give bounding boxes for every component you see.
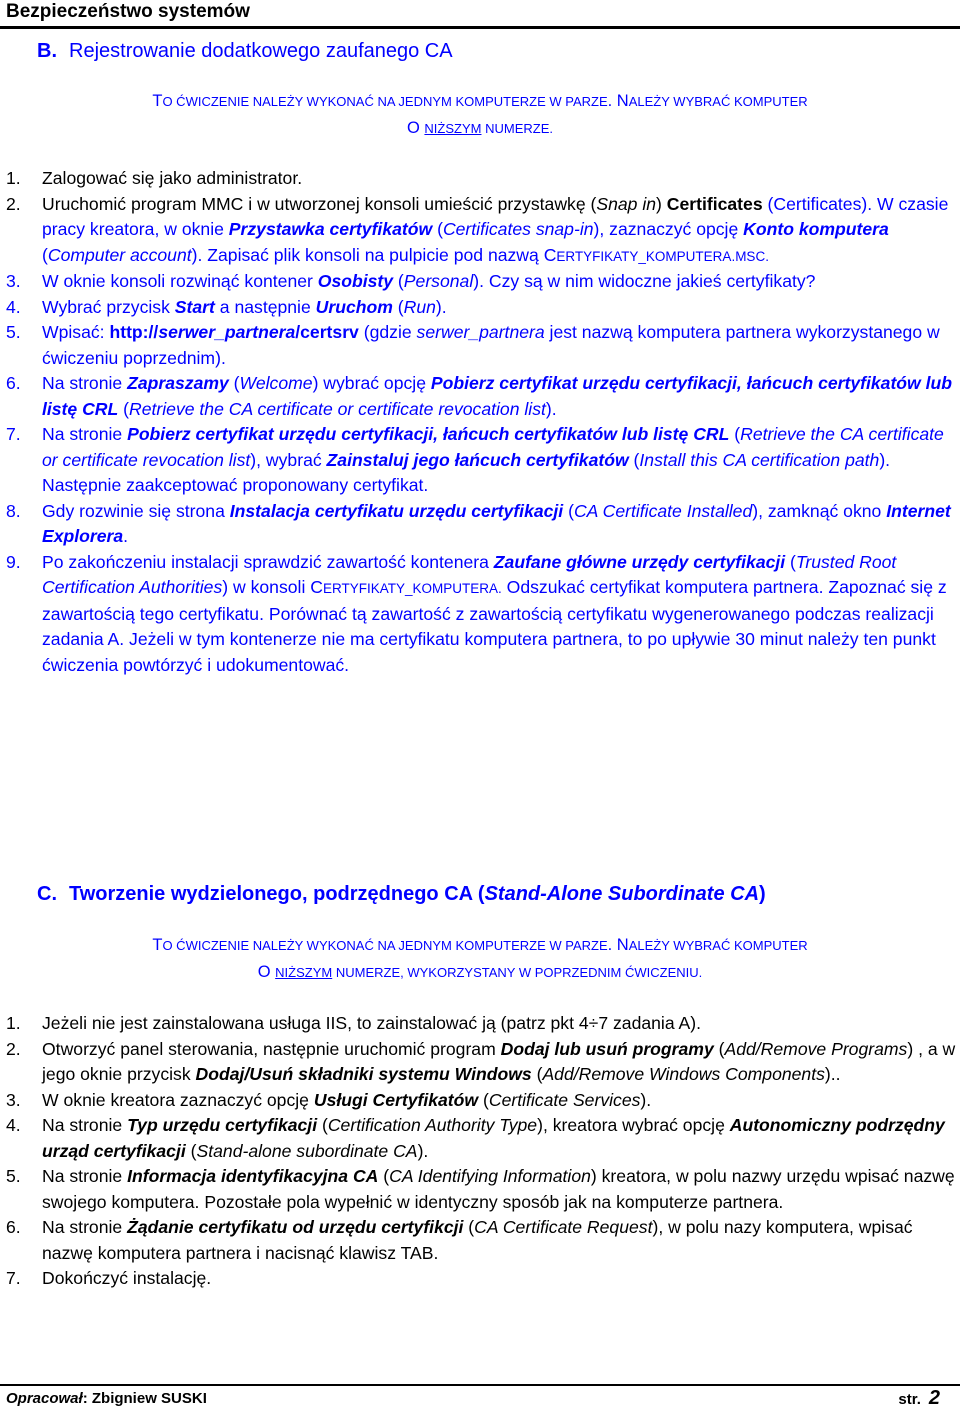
list-item: 5. Na stronie Informacja identyfikacyjna CA (CA Identifying Information) kreatora, w polu nazwy urzędu wpisać nazwę swojego komputera. Pozostałe pola wypełnić w identyczny sposób jak na komputerze partnera. [6, 1166, 955, 1212]
list-item: 7. Na stronie Pobierz certyfikat urzędu certyfikacji, łańcuch certyfikatów lub listę CRL (Retrieve the CA certificate or certificate revocation list), wybrać Zainstaluj jego łańcuch certyfikatów (Install this CA certification path). Następnie zaakceptować proponowany certyfikat. [6, 424, 944, 495]
section-b-heading [37, 38, 453, 64]
list-item: 5. Wpisać: http://serwer_partnera/certsrv (gdzie serwer_partnera jest nazwą komputera partnera wykorzystanego w ćwiczeniu poprzednim). [6, 322, 940, 368]
list-item: 3. W oknie kreatora zaznaczyć opcję Usługi Certyfikatów (Certificate Services). [6, 1089, 652, 1110]
list-item: 2. Otworzyć panel sterowania, następnie uruchomić program Dodaj lub usuń programy (Add/Remove Programs) , a w jego oknie przycisk Dodaj/Usuń składniki systemu Windows (Add/Remove Windows Components).. [6, 1038, 956, 1084]
list-item: 7. Dokończyć instalację. [6, 1268, 212, 1288]
underlined-word: NIŻSZYM [424, 121, 482, 136]
list-item: 8. Gdy rozwinie się strona Instalacja certyfikatu urzędu certyfikacji (CA Certificate Installed), zamknąć okno Internet Explorera. [6, 500, 951, 546]
list-item: 4. Na stronie Typ urzędu certyfikacji (Certification Authority Type), kreatora wybrać opcję Autonomiczny podrzędny urząd certyfikacji (Stand-alone subordinate CA). [6, 1115, 945, 1161]
page-number: 2 [928, 1387, 940, 1409]
header-rule [0, 26, 960, 29]
list-item: 4. Wybrać przycisk Start a następnie Uruchom (Run). [6, 296, 447, 317]
list-item: 3. W oknie konsoli rozwinąć kontener Osobisty (Personal). Czy są w nim widoczne jakieś certyfikaty? [6, 271, 816, 291]
section-c-heading [37, 881, 766, 907]
page-header-title: Bezpieczeństwo systemów [6, 1, 250, 22]
list-item: 9. Po zakończeniu instalacji sprawdzić zawartość kontenera Zaufane główne urzędy certyfikacji (Trusted Root Certification Authorities) w konsoli CERTYFIKATY_KOMPUTERA. Odszukać certyfikat komputera partnera. Zapoznać się z zawartością tego certyfikatu. Porównać tą zawartość z zawartością certyfikatu wygenerowanego podczas realizacji zadania A. Jeżeli w tym kontenerze nie ma certyfikatu komputera partnera, to po upływie 30 minut należy ten punkt ćwiczenia powtórzyć i udokumentować. [6, 551, 947, 675]
footer-page: str. 2 [898, 1387, 940, 1409]
section-b-note: TO ĆWICZENIE NALEŻY WYKONAĆ NA JEDNYM KOMPUTERZE W PARZE. NALEŻY WYBRAĆ KOMPUTER O NIŻSZYM NUMERZE. [152, 92, 808, 137]
section-b-steps [6, 166, 956, 678]
list-item: 1. Jeżeli nie jest zainstalowana usługa IIS, to zainstalować ją (patrz pkt 4÷7 zadania A). [6, 1013, 702, 1033]
footer-author: Opracował: Zbigniew SUSKI [6, 1390, 207, 1407]
underlined-word: NIŻSZYM [275, 965, 333, 980]
section-b-number: B. [37, 40, 57, 62]
section-c-note: TO ĆWICZENIE NALEŻY WYKONAĆ NA JEDNYM KOMPUTERZE W PARZE. NALEŻY WYBRAĆ KOMPUTER O NIŻSZYM NUMERZE, WYKORZYSTANY W POPRZEDNIM ĆWICZENIU. [152, 936, 808, 981]
list-item: 6. Na stronie Żądanie certyfikatu od urzędu certyfikcji (CA Certificate Request), w polu nazy komputera, wpisać nazwę komputera partnera i nacisnąć klawisz TAB. [6, 1217, 913, 1263]
section-b-title: Rejestrowanie dodatkowego zaufanego CA [69, 40, 453, 62]
list-item: 2. Uruchomić program MMC i w utworzonej konsoli umieścić przystawkę (Snap in) Certificates (Certificates). W czasie pracy kreatora, w oknie Przystawka certyfikatów (Certificates snap-in), zaznaczyć opcję Konto komputera (Computer account). Zapisać plik konsoli na pulpicie pod nazwą CERTYFIKATY_KOMPUTERA.MSC. [6, 193, 949, 265]
section-c-steps [6, 1011, 956, 1292]
list-item: 6. Na stronie Zapraszamy (Welcome) wybrać opcję Pobierz certyfikat urzędu certyfikacji, łańcuch certyfikatów lub listę CRL (Retrieve the CA certificate or certificate revocation list). [6, 373, 953, 419]
footer-rule [0, 1384, 960, 1386]
section-c-number: C. [37, 883, 57, 905]
section-c-title: Tworzenie wydzielonego, podrzędnego CA (Stand-Alone Subordinate CA) [69, 883, 766, 905]
list-item: 1. Zalogować się jako administrator. [6, 168, 303, 188]
